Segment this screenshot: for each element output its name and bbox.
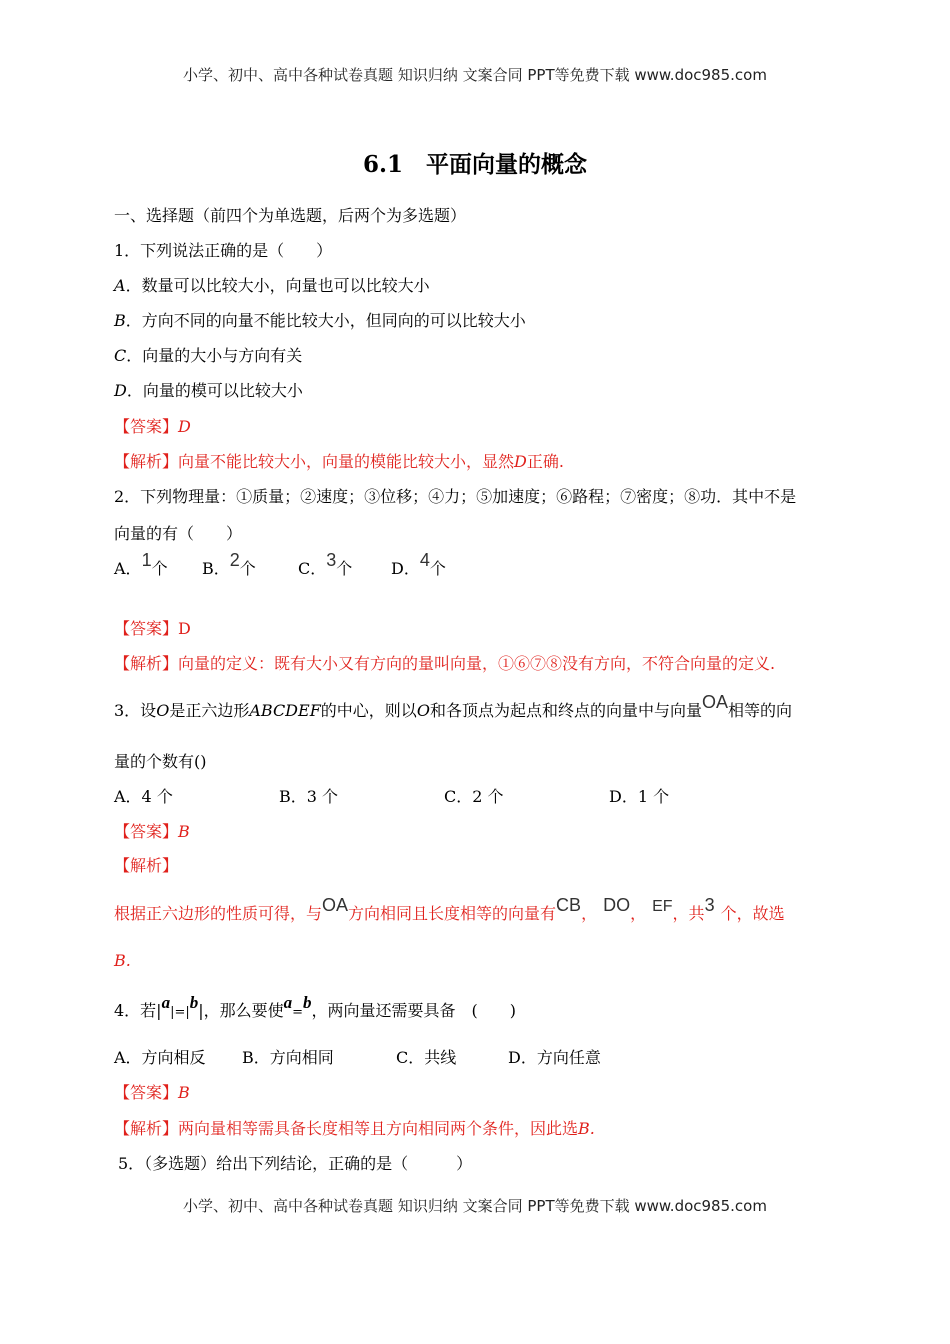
vector-do: DO [603, 895, 631, 915]
analysis-text: ，共 [672, 904, 705, 923]
stem-text: 的中心，则以 [320, 701, 417, 720]
option-label: D [114, 381, 127, 400]
option-unit: 个 [239, 559, 256, 578]
analysis-text: 方向相同且长度相等的向量有 [348, 904, 557, 923]
point-o: O [416, 701, 430, 720]
q4-option-d: D．方向任意 [508, 1048, 601, 1067]
q2-stem-line2: 向量的有（ ） [114, 524, 243, 543]
q4-answer [114, 1080, 190, 1103]
page-header: 小学、初中、高中各种试卷真题 知识归纳 文案合同 PPT等免费下载 www.doc985.com [183, 66, 767, 84]
stem-text: 4．若| [114, 1001, 162, 1020]
point-o: O [156, 701, 170, 720]
option-unit: 个 [429, 559, 446, 578]
option-text: ．数量可以比较大小，向量也可以比较大小 [125, 276, 430, 295]
option-number: 1 [141, 550, 152, 570]
stem-text: ，两向量还需要具备 ( ) [311, 1001, 517, 1020]
q4-option-b: B．方向相同 [242, 1048, 334, 1067]
stem-text: |，那么要使 [198, 1001, 284, 1020]
q2-option-d [391, 550, 446, 579]
vector-oa: OA [701, 692, 728, 712]
page-title: 6.1 平面向量的概念 [362, 151, 587, 178]
q2-analysis [114, 651, 775, 674]
analysis-tag: 【解析】 [114, 1119, 179, 1138]
vector-ef: EF [652, 898, 673, 915]
analysis-text-end: 正确. [526, 452, 564, 471]
q1-option-b [114, 308, 526, 331]
option-label: D． [391, 559, 420, 578]
vector-a: a [283, 993, 293, 1012]
q3-stem-line1 [114, 692, 792, 721]
option-unit: 个 [151, 559, 168, 578]
q1-stem: 1．下列说法正确的是（ ） [114, 241, 333, 260]
option-unit: 个 [336, 559, 353, 578]
q4-stem [114, 993, 517, 1021]
q2-option-c [298, 550, 353, 579]
q2-option-b [202, 550, 256, 579]
section-heading: 一、选择题（前四个为单选题，后两个为多选题） [114, 206, 467, 225]
option-label: A [114, 276, 126, 295]
q1-answer [114, 414, 191, 437]
stem-text: 3．设 [114, 701, 157, 720]
q4-option-a: A．方向相反 [114, 1048, 206, 1067]
analysis-tag: 【解析】 [114, 654, 179, 673]
separator: ， [581, 904, 598, 923]
vector-count: 3 [704, 895, 715, 915]
option-number: 3 [326, 550, 337, 570]
option-text: ．向量的模可以比较大小 [126, 381, 303, 400]
q3-analysis-line2: B. [114, 951, 131, 970]
q1-option-a [114, 273, 430, 296]
separator: ， [630, 904, 647, 923]
stem-text: 相等的向 [727, 701, 792, 720]
option-number: 4 [419, 550, 430, 570]
q1-option-c [114, 343, 302, 366]
option-label: C [114, 346, 127, 365]
stem-text: 是正六边形 [169, 701, 250, 720]
q4-option-c: C．共线 [396, 1048, 457, 1067]
answer-value: B [178, 822, 190, 841]
page-footer: 小学、初中、高中各种试卷真题 知识归纳 文案合同 PPT等免费下载 www.doc985.com [183, 1197, 767, 1215]
vector-a: a [161, 993, 171, 1012]
q4-analysis [114, 1116, 595, 1139]
q3-stem-line2: 量的个数有() [114, 752, 207, 771]
q5-stem: 5．（多选题）给出下列结论，正确的是（ ） [118, 1154, 473, 1173]
q1-analysis [114, 449, 564, 472]
analysis-text: 向量不能比较大小，向量的模能比较大小，显然 [178, 452, 515, 471]
analysis-choice: D [514, 452, 527, 471]
option-label: B [114, 311, 126, 330]
vector-cb: CB [556, 895, 582, 915]
option-text: ．方向不同的向量不能比较大小，但同向的可以比较大小 [125, 311, 526, 330]
q2-stem-line1: 2．下列物理量：①质量；②速度；③位移；④力；⑤加速度；⑥路程；⑦密度；⑧功．其中不是 [114, 487, 797, 506]
equals-sign: = [292, 1005, 304, 1020]
q3-analysis-tag: 【解析】 [114, 856, 179, 875]
option-number: 2 [229, 550, 240, 570]
q1-option-d [114, 378, 303, 401]
q3-option-c: C．2 个 [444, 787, 504, 806]
answer-tag: 【答案】 [114, 822, 179, 841]
stem-text: |=| [170, 1005, 190, 1020]
q3-answer [114, 819, 190, 842]
vector-b: b [189, 993, 199, 1012]
analysis-choice: B. [578, 1119, 595, 1138]
analysis-text: 向量的定义：既有大小又有方向的量叫向量，①⑥⑦⑧没有方向，不符合向量的定义. [178, 654, 776, 673]
option-text: ．向量的大小与方向有关 [126, 346, 303, 365]
answer-value: D [178, 417, 191, 436]
answer-value: D [178, 619, 191, 638]
answer-value: B [178, 1083, 190, 1102]
q2-option-a [114, 550, 168, 579]
vector-b: b [303, 993, 312, 1012]
analysis-text: 根据正六边形的性质可得，与 [114, 904, 323, 923]
stem-text: 和各顶点为起点和终点的向量中与向量 [429, 701, 702, 720]
answer-tag: 【答案】 [114, 1083, 179, 1102]
q3-option-b: B．3 个 [279, 787, 339, 806]
hexagon-name: ABCDEF [249, 701, 321, 720]
vector-oa: OA [322, 895, 349, 915]
answer-tag: 【答案】 [114, 619, 179, 638]
q3-option-a: A．4 个 [114, 787, 173, 806]
analysis-text: 个，故选 [720, 904, 785, 923]
analysis-text: 两向量相等需具备长度相等且方向相同两个条件，因此选 [178, 1119, 579, 1138]
q3-analysis-line1 [114, 895, 785, 924]
q2-answer [114, 616, 191, 639]
option-label: B． [202, 559, 230, 578]
option-label: A． [114, 559, 142, 578]
analysis-tag: 【解析】 [114, 452, 179, 471]
answer-tag: 【答案】 [114, 417, 179, 436]
q3-option-d: D．1 个 [609, 787, 670, 806]
option-label: C． [298, 559, 327, 578]
